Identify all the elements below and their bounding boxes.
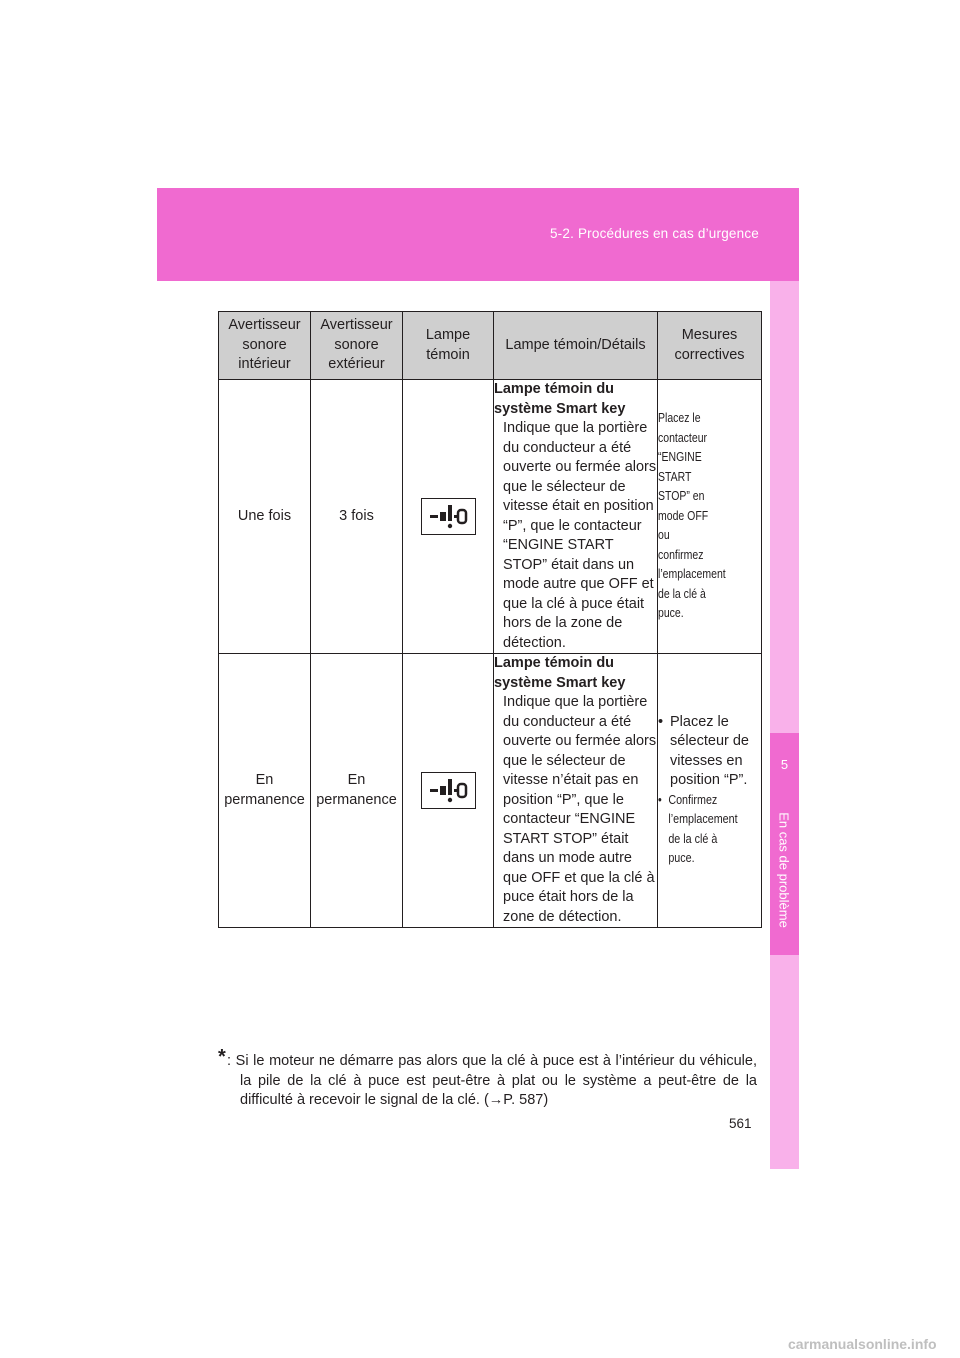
table-row — [219, 380, 762, 654]
section-title: 5-2. Procédures en cas d’urgence — [549, 226, 759, 241]
measure-text: Confirmez l’emplacement de la clé à puce. — [668, 792, 738, 865]
measures-cell — [658, 654, 762, 928]
chapter-number: 5 — [780, 757, 789, 772]
footnote-marker: * — [218, 1046, 226, 1068]
section-header-band — [157, 188, 799, 281]
detail-body: Indique que la portière du conducteur a été ouverte ou fermée alors que le sélecteur de vitesse était en position “P”, que le contacteur “ENGINE START STOP” était dans un mode autre que OFF et que la clé à puce était hors de la zone de détection. — [503, 420, 657, 651]
measure-text: Placez le sélecteur de vitesses en position “P”. — [670, 713, 749, 788]
table-header-row — [219, 312, 762, 380]
header-interior-buzzer: Avertisseur sonore intérieur — [219, 312, 311, 380]
lamp-cell — [403, 654, 494, 928]
interior-buzzer-cell: Une fois — [219, 380, 311, 654]
measure-text: Placez le contacteur “ENGINE START STOP” en mode OFF ou confirmez l’emplacement de la clé à puce. — [658, 411, 726, 621]
measures-cell — [658, 380, 762, 654]
bullet-icon: • — [658, 713, 664, 730]
detail-title: Lampe témoin du système Smart key — [494, 655, 626, 691]
detail-body: Indique que la portière du conducteur a été ouverte ou fermée alors que le sélecteur de vitesse n’était pas en position “P”, que le contacteur “ENGINE START STOP” était dans un mode autre que OFF et que la clé à puce était hors de la zone de détection. — [503, 694, 657, 925]
smart-key-warning-icon — [421, 498, 476, 535]
exterior-buzzer-cell: 3 fois — [311, 380, 403, 654]
header-lamp: Lampe témoin — [403, 312, 494, 380]
header-exterior-buzzer: Avertisseur sonore extérieur — [311, 312, 403, 380]
chapter-label: En cas de problème — [776, 812, 792, 928]
measure-item — [658, 713, 761, 791]
warning-table — [218, 311, 762, 928]
measure-item — [658, 791, 738, 869]
interior-buzzer-cell: En permanence — [219, 654, 311, 928]
page-number: 561 — [729, 1116, 752, 1131]
header-measures: Mesures correctives — [658, 312, 762, 380]
bullet-icon: • — [658, 792, 662, 807]
footnote-text: : Si le moteur ne démarre pas alors que la clé à puce est à l’intérieur du véhicule, la pile de la clé à puce est peut-être à plat ou le système a peut-être de la difficulté à recevoir le signal de la clé. (→P. 587) — [227, 1053, 757, 1108]
watermark: carmanualsonline.info — [788, 1336, 937, 1352]
footnote — [218, 1046, 757, 1111]
smart-key-warning-icon — [421, 772, 476, 809]
header-lamp-details: Lampe témoin/Détails — [494, 312, 658, 380]
detail-title: Lampe témoin du système Smart key — [494, 381, 626, 417]
lamp-details-cell — [494, 654, 658, 928]
lamp-details-cell — [494, 380, 658, 654]
lamp-cell — [403, 380, 494, 654]
exterior-buzzer-cell: En permanence — [311, 654, 403, 928]
table-row — [219, 654, 762, 928]
chapter-side-tab — [770, 281, 799, 1169]
